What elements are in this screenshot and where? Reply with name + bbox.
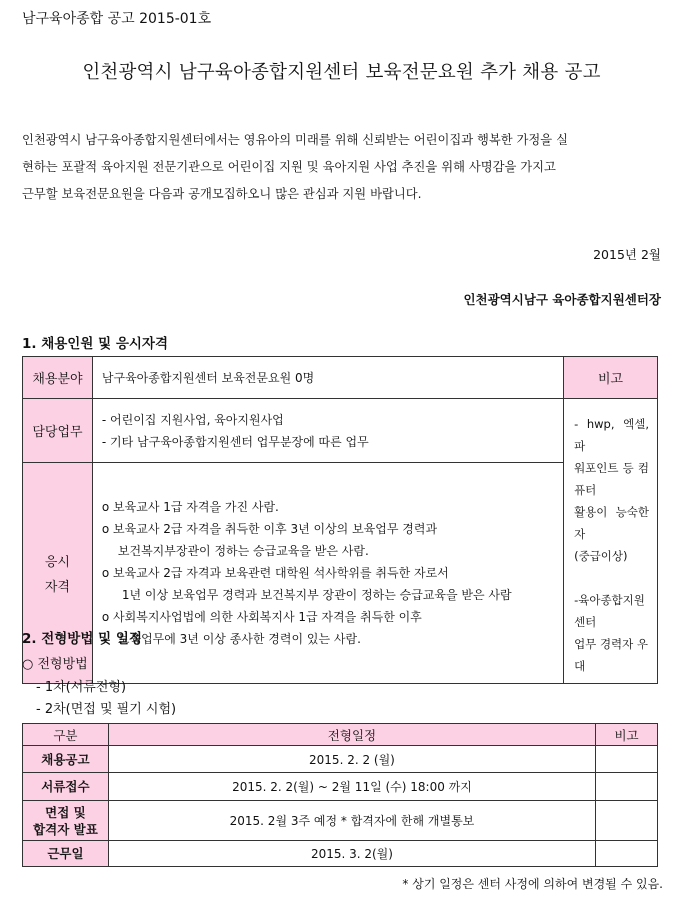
row-schedule: 2015. 2. 2 (월)	[108, 746, 595, 773]
intro-line-1: 인천광역시 남구육아종합지원센터에서는 영유아의 미래를 위해 신뢰받는 어린이집과 행복한 가정을 실	[22, 133, 568, 147]
issuing-organization: 인천광역시남구 육아종합지원센터장	[463, 292, 661, 307]
duty-item: - 기타 남구육아종합지원센터 업무분장에 따른 업무	[101, 434, 369, 449]
schedule-table	[22, 723, 658, 867]
table-row	[23, 801, 658, 841]
remarks-header: 비고	[596, 724, 658, 746]
page-title: 인천광역시 남구육아종합지원센터 보육전문요원 추가 채용 공고	[82, 62, 601, 83]
row-remarks	[596, 801, 658, 841]
row-schedule: 2015. 2. 2(월) ~ 2월 11일 (수) 18:00 까지	[108, 773, 595, 801]
intro-line-2: 현하는 포괄적 육아지원 전문기관으로 어린이집 지원 및 육아지원 사업 추진을 위해 사명감을 가지고	[22, 160, 556, 174]
category-header: 구분	[23, 724, 109, 746]
row-label-line: 면접 및	[45, 804, 86, 820]
remarks-cell	[564, 399, 658, 684]
duty-item: - 어린이집 지원사업, 육아지원사업	[101, 412, 284, 427]
table-row	[23, 841, 658, 867]
row-label: 채용공고	[23, 746, 109, 773]
row-label-line: 합격자 발표	[33, 821, 98, 837]
row-label: 서류접수	[23, 773, 109, 801]
schedule-footnote: * 상기 일정은 센터 사정에 의하여 변경될 수 있음.	[402, 877, 663, 891]
step-2: - 2차(면접 및 필기 시험)	[36, 702, 177, 717]
table-row	[23, 746, 658, 773]
qualification-item: 1년 이상 보육업무 경력과 보건복지부 장관이 정하는 승급교육을 받은 사람	[121, 588, 512, 603]
qualification-item: o 보육교사 2급 자격을 취득한 이후 3년 이상의 보육업무 경력과	[101, 522, 438, 537]
schedule-header: 전형일정	[108, 724, 595, 746]
qualification-item: 보육업무에 3년 이상 종사한 경력이 있는 사람.	[117, 632, 361, 647]
section2-heading: 2. 전형방법 및 일정	[22, 631, 142, 647]
remark-line: (중급이상)	[574, 549, 628, 563]
remark-line: 워포인트 등 컴퓨터	[574, 461, 649, 497]
intro-line-3: 근무할 보육전문요원을 다음과 공개모집하오니 많은 관심과 지원 바랍니다.	[22, 187, 422, 201]
remark-line: 활용이 능숙한 자	[574, 505, 649, 541]
qualification-label-line: 자격	[44, 580, 70, 596]
row-label: 근무일	[23, 841, 109, 867]
section1-heading: 1. 채용인원 및 응시자격	[22, 336, 168, 352]
remarks-header-cell: 비고	[564, 357, 658, 399]
row-remarks	[596, 841, 658, 867]
qualification-item: o 사회복지사업법에 의한 사회복지사 1급 자격을 취득한 이후	[101, 610, 422, 625]
field-label-cell: 채용분야	[23, 357, 93, 399]
qualification-label-line: 응시	[44, 555, 70, 571]
qualification-item: o 보육교사 1급 자격을 가진 사람.	[101, 500, 279, 515]
row-remarks	[596, 773, 658, 801]
duties-cell	[92, 399, 563, 463]
qualification-label-cell	[23, 463, 93, 684]
remark-line: - hwp, 엑셀, 파	[574, 417, 649, 453]
notice-date: 2015년 2월	[593, 247, 661, 262]
remark-line: 업무 경력자 우대	[574, 637, 649, 673]
notice-number: 남구육아종합 공고 2015-01호	[22, 11, 212, 27]
row-label	[23, 801, 109, 841]
row-schedule: 2015. 3. 2(월)	[108, 841, 595, 867]
qualifications-cell	[92, 463, 563, 684]
qualification-item: o 보육교사 2급 자격과 보육관련 대학원 석사학위를 취득한 자로서	[101, 566, 449, 581]
method-label: ○ 전형방법	[22, 657, 88, 672]
duties-label-cell: 담당업무	[23, 399, 93, 463]
row-schedule: 2015. 2월 3주 예정 * 합격자에 한해 개별통보	[108, 801, 595, 841]
table-row	[23, 773, 658, 801]
remark-line: -육아종합지원센터	[574, 593, 645, 629]
field-value-cell: 남구육아종합지원센터 보육전문요원 0명	[92, 357, 563, 399]
row-remarks	[596, 746, 658, 773]
intro-paragraph	[22, 127, 662, 208]
qualification-item: 보건복지부장관이 정하는 승급교육을 받은 사람.	[117, 544, 369, 559]
step-1: - 1차(서류전형)	[36, 680, 127, 695]
